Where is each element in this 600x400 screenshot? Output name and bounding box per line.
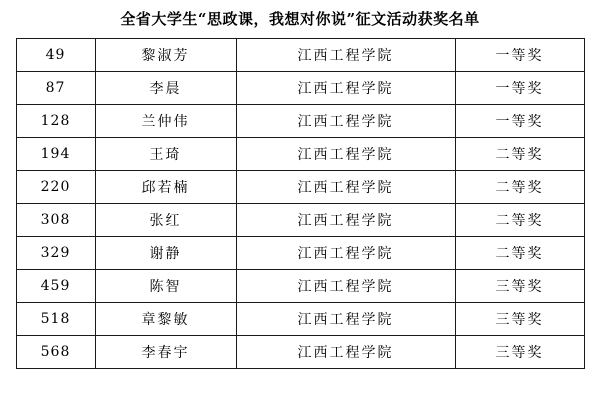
- cell-name: 陈智: [95, 270, 236, 303]
- cell-rank: 194: [16, 138, 95, 171]
- cell-school: 江西工程学院: [236, 105, 455, 138]
- cell-rank: 220: [16, 171, 95, 204]
- table-row: [16, 270, 584, 303]
- cell-school: 江西工程学院: [236, 204, 455, 237]
- award-list-table: [16, 38, 585, 369]
- cell-school: 江西工程学院: [236, 39, 455, 72]
- table-body: [16, 39, 584, 369]
- cell-name: 黎淑芳: [95, 39, 236, 72]
- cell-school: 江西工程学院: [236, 303, 455, 336]
- page-title: 全省大学生“思政课，我想对你说”征文活动获奖名单: [120, 10, 480, 28]
- cell-prize: 一等奖: [455, 105, 584, 138]
- table-row: [16, 303, 584, 336]
- cell-name: 李春宇: [95, 336, 236, 369]
- cell-name: 李晨: [95, 72, 236, 105]
- cell-school: 江西工程学院: [236, 336, 455, 369]
- cell-school: 江西工程学院: [236, 270, 455, 303]
- cell-school: 江西工程学院: [236, 138, 455, 171]
- cell-rank: 87: [16, 72, 95, 105]
- table-row: [16, 72, 584, 105]
- cell-prize: 三等奖: [455, 336, 584, 369]
- cell-name: 章黎敏: [95, 303, 236, 336]
- table-row: [16, 39, 584, 72]
- table-row: [16, 138, 584, 171]
- cell-name: 兰仲伟: [95, 105, 236, 138]
- cell-prize: 三等奖: [455, 270, 584, 303]
- table-row: [16, 105, 584, 138]
- cell-name: 王琦: [95, 138, 236, 171]
- table-row: [16, 204, 584, 237]
- cell-rank: 308: [16, 204, 95, 237]
- cell-rank: 518: [16, 303, 95, 336]
- cell-rank: 459: [16, 270, 95, 303]
- cell-school: 江西工程学院: [236, 237, 455, 270]
- table-row: [16, 171, 584, 204]
- cell-prize: 二等奖: [455, 171, 584, 204]
- cell-rank: 49: [16, 39, 95, 72]
- table-row: [16, 336, 584, 369]
- cell-prize: 三等奖: [455, 303, 584, 336]
- cell-name: 谢静: [95, 237, 236, 270]
- cell-prize: 二等奖: [455, 138, 584, 171]
- cell-prize: 一等奖: [455, 39, 584, 72]
- cell-school: 江西工程学院: [236, 72, 455, 105]
- cell-prize: 一等奖: [455, 72, 584, 105]
- table-row: [16, 237, 584, 270]
- cell-school: 江西工程学院: [236, 171, 455, 204]
- cell-name: 张红: [95, 204, 236, 237]
- cell-prize: 二等奖: [455, 204, 584, 237]
- cell-rank: 128: [16, 105, 95, 138]
- cell-rank: 568: [16, 336, 95, 369]
- cell-name: 邱若楠: [95, 171, 236, 204]
- cell-rank: 329: [16, 237, 95, 270]
- cell-prize: 二等奖: [455, 237, 584, 270]
